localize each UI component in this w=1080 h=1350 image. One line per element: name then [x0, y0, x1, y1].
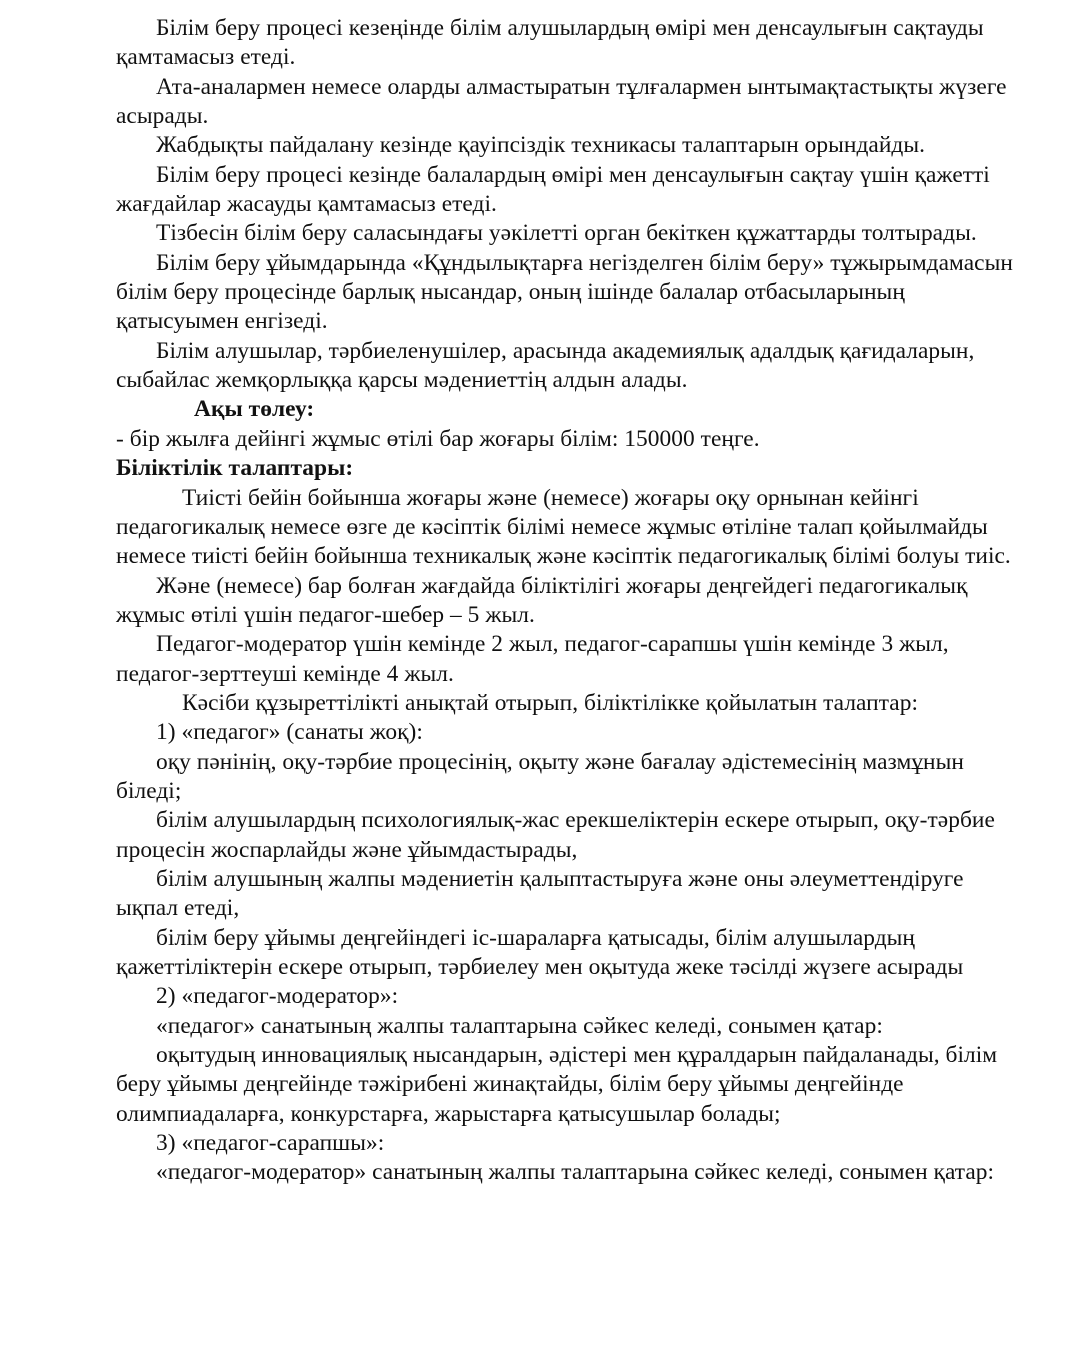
- document-body: [116, 14, 1026, 1188]
- pay-heading: Ақы төлеу:: [194, 396, 315, 423]
- qualification-paragraph: оқытудың инновациялық нысандарын, әдістері мен құралдарын пайдаланады, білім беру ұйымы деңгейінде тәжірибені жинақтайды, білім беру ұйымы деңгейінде олимпиадаларға, конкурстарға, жарыстарға қатысушылар болады;: [116, 1042, 998, 1127]
- qualification-paragraph: білім беру ұйымы деңгейіндегі іс-шараларға қатысады, білім алушылардың қажеттіліктерін ескере отырып, тәрбиелеу мен оқытуда жеке тәсілді жүзеге асырады: [116, 924, 964, 980]
- paragraph: Білім беру ұйымдарында «Құндылықтарға негізделген білім беру» тұжырымдамасын білім беру процесінде барлық нысандар, оның ішінде балалар отбасыларының қатысуымен енгізеді.: [116, 249, 1013, 335]
- qualification-paragraph: Кәсіби құзыреттілікті анықтай отырып, біліктілікке қойылатын талаптар:: [182, 689, 919, 716]
- qualification-paragraph: Және (немесе) бар болған жағдайда біліктілігі жоғары деңгейдегі педагогикалық жұмыс өтілі үшін педагог-шебер – 5 жыл.: [116, 572, 968, 628]
- qualification-paragraph: Тиісті бейін бойынша жоғары және (немесе) жоғары оқу орнынан кейінгі педагогикалық немесе өзге де кәсіптік білімі немесе жұмыс өтіліне талап қойылмайды немесе тиісті бейін бойынша техникалық және кәсіптік педагогикалық білімі болуы тиіс.: [116, 484, 1011, 570]
- pay-line: - бір жылға дейінгі жұмыс өтілі бар жоғары білім: 150000 теңге.: [116, 425, 760, 452]
- paragraph: Білім алушылар, тәрбиеленушілер, арасында академиялық адалдық қағидаларын, сыбайлас жемқорлыққа қарсы мәдениеттің алдын алады.: [116, 337, 975, 394]
- paragraph: Білім беру процесі кезінде балалардың өмірі мен денсаулығын сақтау үшін қажетті жағдайлар жасауды қамтамасыз етеді.: [116, 161, 990, 218]
- qualification-paragraph: білім алушылардың психологиялық-жас ерекшеліктерін ескере отырып, оқу-тәрбие процесін жоспарлайды және ұйымдастырады,: [116, 807, 995, 863]
- list-item-heading: 3) «педагог-сарапшы»:: [156, 1130, 385, 1157]
- paragraph: Тізбесін білім беру саласындағы уәкілетті орган бекіткен құжаттарды толтырады.: [156, 220, 977, 247]
- qualification-paragraph: оқу пәнінің, оқу-тәрбие процесінің, оқыту және бағалау әдістемесінің мазмұнын біледі;: [116, 748, 964, 804]
- paragraph: Жабдықты пайдалану кезінде қауіпсіздік техникасы талаптарын орындайды.: [156, 132, 926, 159]
- paragraph: Білім беру процесі кезеңінде білім алушылардың өмірі мен денсаулығын сақтауды қамтамасыз етеді.: [116, 15, 984, 71]
- list-item-heading: 2) «педагог-модератор»:: [156, 983, 399, 1010]
- paragraph: Ата-аналармен немесе оларды алмастыратын тұлғалармен ынтымақтастықты жүзеге асырады.: [116, 73, 1007, 130]
- qualification-paragraph: білім алушының жалпы мәдениетін қалыптастыруға және оны әлеуметтендіруге ықпал етеді,: [116, 865, 964, 922]
- list-item-heading: 1) «педагог» (санаты жоқ):: [156, 719, 423, 746]
- qualification-heading: Біліктілік талаптары:: [116, 455, 354, 482]
- qualification-paragraph: «педагог-модератор» санатының жалпы талаптарына сәйкес келеді, сонымен қатар:: [156, 1159, 995, 1186]
- qualification-paragraph: «педагог» санатының жалпы талаптарына сәйкес келеді, сонымен қатар:: [156, 1012, 883, 1039]
- qualification-paragraph: Педагог-модератор үшін кемінде 2 жыл, педагог-сарапшы үшін кемінде 3 жыл, педагог-зерттеуші кемінде 4 жыл.: [116, 631, 949, 687]
